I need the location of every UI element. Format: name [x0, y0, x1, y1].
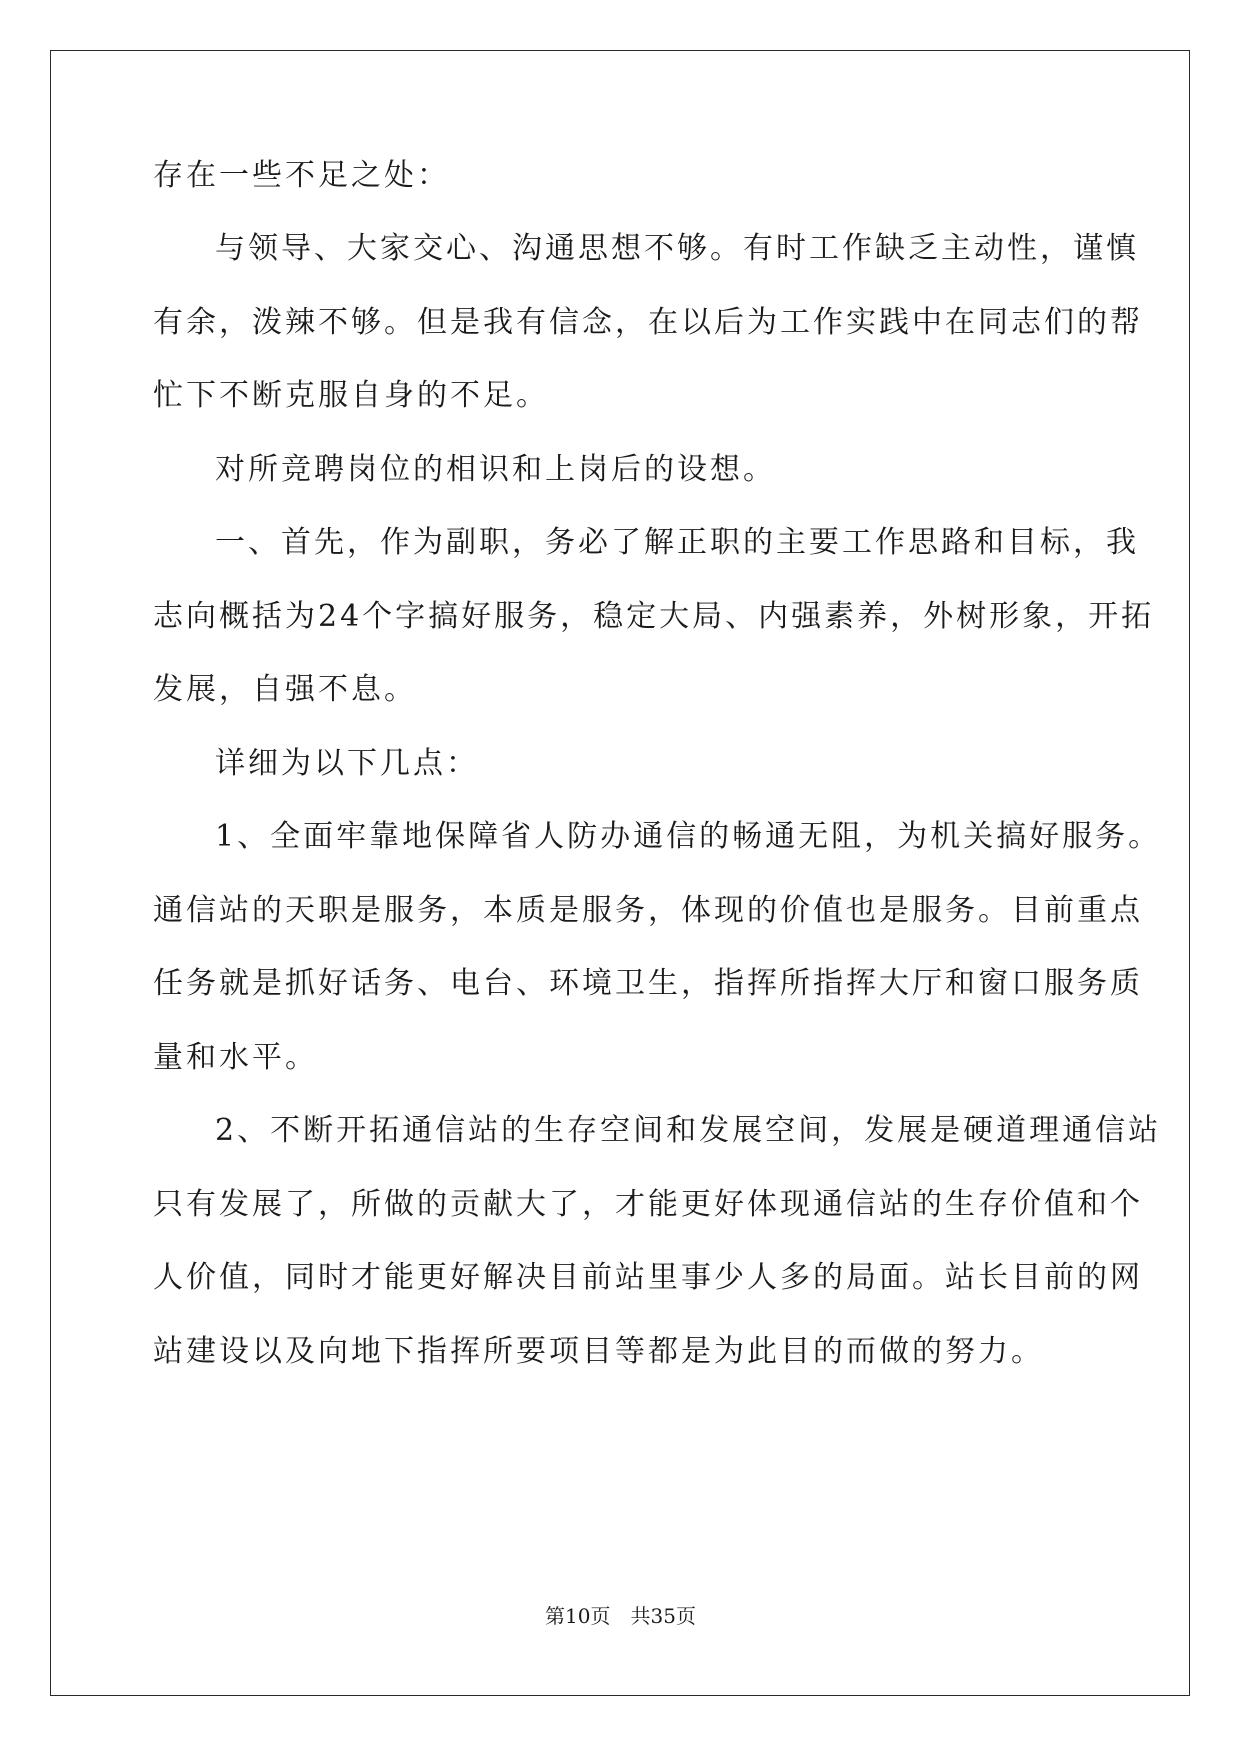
page-number: 第10页 — [545, 1604, 611, 1628]
page-footer — [0, 1600, 1241, 1629]
page-total: 共35页 — [630, 1604, 696, 1628]
